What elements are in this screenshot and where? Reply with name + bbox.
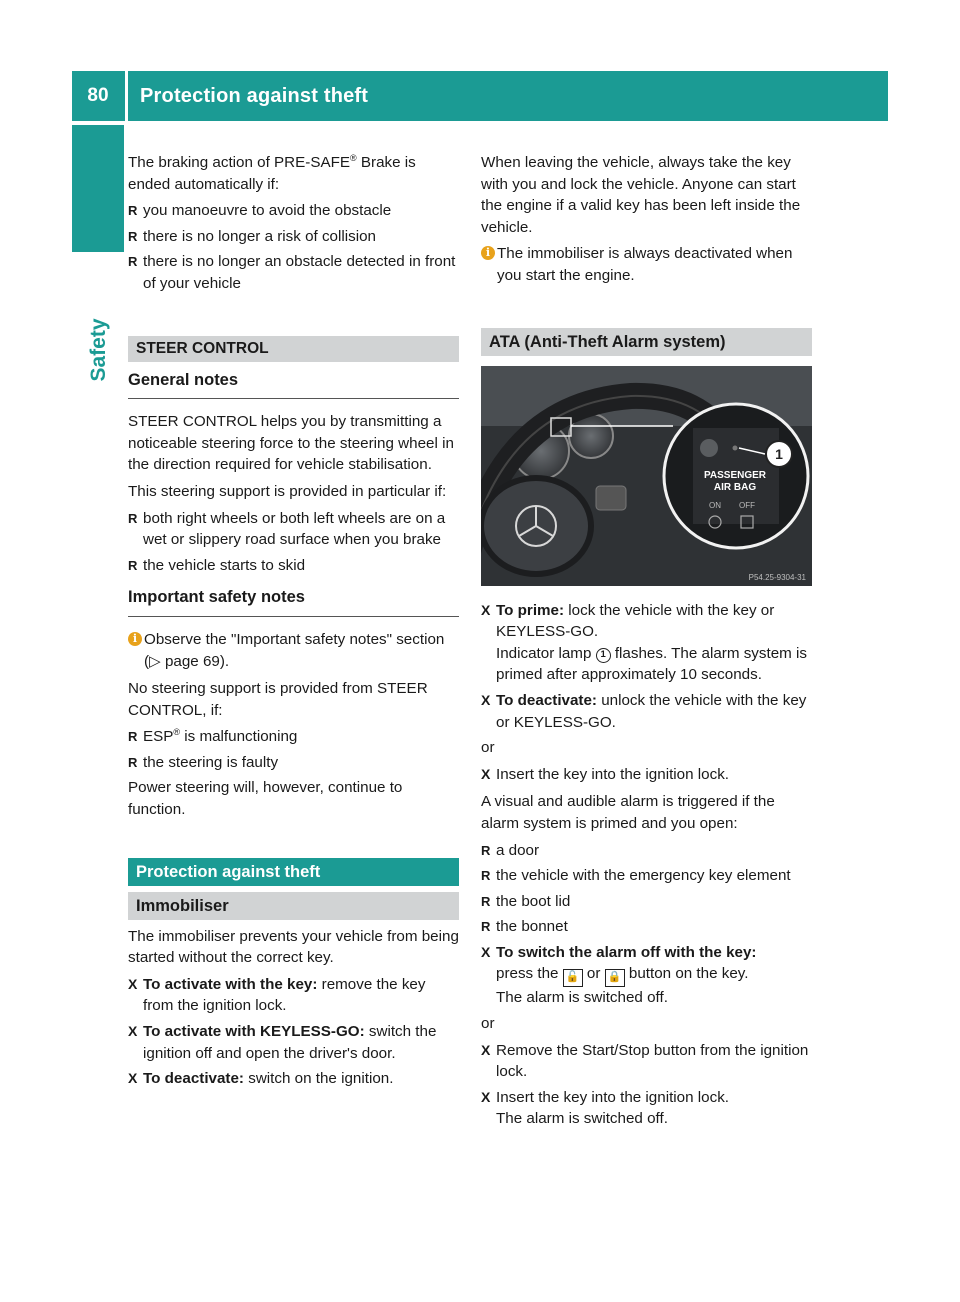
page-ref-arrow-icon: ▷ [149,652,161,670]
general-notes-p2: This steering support is provided in particular if: [128,482,447,500]
bullet-r-icon: R [128,254,138,270]
svg-text:PASSENGER: PASSENGER [703,469,767,481]
bullet-r-icon: R [128,557,138,573]
callout-1-icon: 1 [596,648,611,663]
step-x-icon: X [128,1023,138,1040]
bullet-r-icon: R [481,868,491,884]
dashboard-illustration [481,366,812,586]
bullet-r-icon: R [481,919,491,935]
left-column [128,152,459,1094]
step-item: X To activate with KEYLESS-GO: switch the ignition off and open the driver's door. [128,1023,437,1062]
step-item: X To deactivate: switch on the ignition. [128,1068,459,1090]
general-notes-p1: STEER CONTROL helps you by transmitting a noticeable steering force to the steering wheel in the direction required for vehicle stabilisation. [128,413,454,474]
step-item: X To switch the alarm off with the key: press the 🔓 or 🔒 button on the key. The alarm is switched off. [481,943,757,1007]
or-text: or [481,1015,495,1033]
step-x-icon: X [481,943,491,960]
header-separator [125,71,128,121]
step-item: X To deactivate: unlock the vehicle with the key or KEYLESS-GO. [481,691,807,731]
lock-button-icon: 🔒 [605,969,625,987]
page-header [72,71,888,121]
page-number: 80 [87,85,109,106]
unlock-button-icon: 🔓 [563,969,583,987]
right-column [481,152,812,1134]
step-item: X To prime: lock the vehicle with the key or KEYLESS-GO. Indicator lamp 1 flashes. The alarm system is primed after approximately 10 seconds. [481,601,807,684]
bullet-r-icon: R [128,754,138,770]
svg-text:ON: ON [709,500,721,510]
step-x-icon: X [481,765,491,782]
or-text: or [481,739,495,757]
list-item: R the boot lid [481,891,812,913]
alarm-trigger-text: A visual and audible alarm is triggered if the alarm system is primed and you open: [481,793,775,832]
step-x-icon: X [481,1041,491,1058]
list-item: R you manoeuvre to avoid the obstacle [128,200,459,222]
immobiliser-info-note: i The immobiliser is always deactivated when you start the engine. [481,243,812,286]
safety-info-note: i Observe the "Important safety notes" section (▷ page 69). [128,629,459,672]
step-item: X Remove the Start/Stop button from the ignition lock. [481,1041,809,1081]
bullet-r-icon: R [481,893,491,909]
ata-heading: ATA (Anti-Theft Alarm system) [481,328,812,356]
step-x-icon: X [128,1070,138,1087]
bullet-r-icon: R [128,729,138,745]
list-item: R a door [481,840,812,862]
pre-safe-intro: The braking action of PRE-SAFE® Brake is ended automatically if: [128,152,416,193]
svg-text:P54.25-9304-31: P54.25-9304-31 [748,572,806,582]
list-item: R the vehicle with the emergency key element [481,865,812,887]
general-notes-heading: General notes [128,370,459,400]
svg-text:OFF: OFF [739,500,755,510]
bullet-r-icon: R [481,842,491,858]
step-item: X Insert the key into the ignition lock. [481,764,812,786]
no-support-text: No steering support is provided from STEER CONTROL, if: [128,680,428,719]
leaving-vehicle-text: When leaving the vehicle, always take the key with you and lock the vehicle. Anyone can start the engine if a valid key has been left inside the vehicle. [481,154,801,236]
immobiliser-text: The immobiliser prevents your vehicle from being started without the correct key. [128,927,459,967]
step-x-icon: X [128,975,138,992]
section-label: Safety [87,318,110,382]
list-item: R the vehicle starts to skid [128,555,459,577]
list-item: R there is no longer a risk of collision [128,226,459,248]
chapter-title: Protection against theft [140,84,369,107]
steer-control-heading: STEER CONTROL [128,336,459,362]
svg-text:1: 1 [775,445,783,462]
power-steering-text: Power steering will, however, continue to function. [128,779,403,819]
protection-heading: Protection against theft [128,858,459,886]
step-x-icon: X [481,1088,491,1105]
svg-text:AIR BAG: AIR BAG [713,481,757,493]
step-item: X To activate with the key: remove the key from the ignition lock. [128,975,426,1015]
list-item: R there is no longer an obstacle detected in front of your vehicle [128,253,456,292]
immobiliser-heading: Immobiliser [128,892,459,920]
bullet-r-icon: R [128,203,138,219]
step-x-icon: X [481,691,491,708]
step-item: X Insert the key into the ignition lock. The alarm is switched off. [481,1088,730,1128]
section-tab [72,125,124,252]
list-item: R the bonnet [481,916,812,938]
important-safety-notes-heading: Important safety notes [128,587,459,617]
list-item: R both right wheels or both left wheels are on a wet or slippery road surface when you brake [128,509,446,549]
info-icon: i [128,632,142,646]
list-item: R the steering is faulty [128,752,459,774]
step-x-icon: X [481,601,491,618]
info-icon: i [481,246,495,260]
ata-indicator-image [481,366,812,586]
bullet-r-icon: R [128,510,138,526]
bullet-r-icon: R [128,228,138,244]
list-item: R ESP® is malfunctioning [128,726,459,748]
